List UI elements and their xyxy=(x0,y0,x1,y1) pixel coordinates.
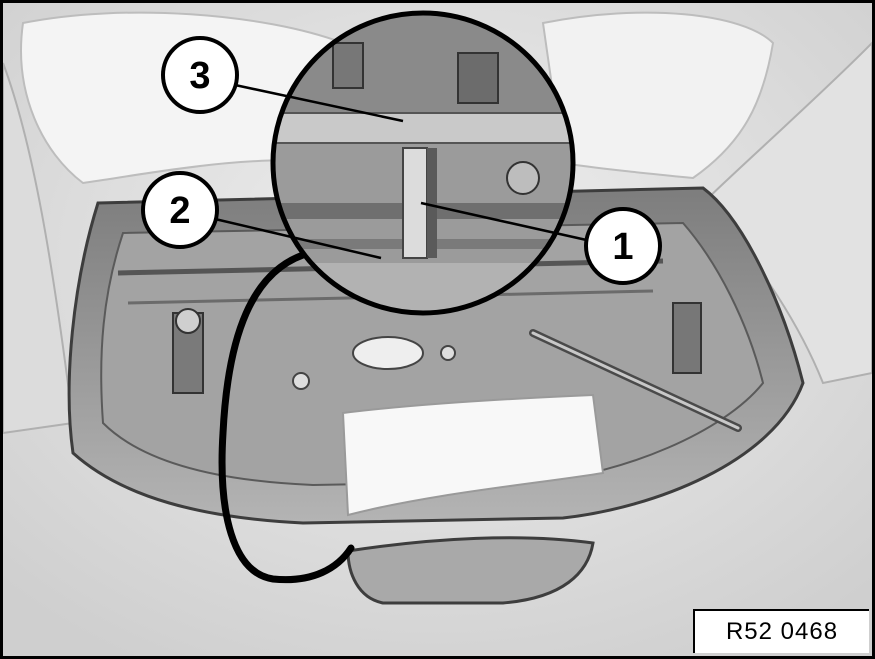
callout-1 xyxy=(586,209,660,283)
callout-3 xyxy=(163,38,237,112)
small-hole xyxy=(441,346,455,360)
callout-2 xyxy=(143,173,217,247)
detail-mechanism xyxy=(333,43,363,88)
detail-knob xyxy=(507,162,539,194)
detail-upright-shadow xyxy=(427,148,437,258)
oval-cutout xyxy=(353,337,423,369)
seat-tray-illustration xyxy=(3,3,872,656)
detail-mechanism xyxy=(458,53,498,103)
callout-2-label: 2 xyxy=(169,190,191,232)
detail-cross-bar xyxy=(273,113,573,143)
callout-3-label: 3 xyxy=(189,55,211,97)
bolt xyxy=(176,309,200,333)
callout-1-label: 1 xyxy=(612,226,634,268)
right-bracket xyxy=(673,303,701,373)
small-hole xyxy=(293,373,309,389)
reference-code: R52 0468 xyxy=(693,609,869,653)
